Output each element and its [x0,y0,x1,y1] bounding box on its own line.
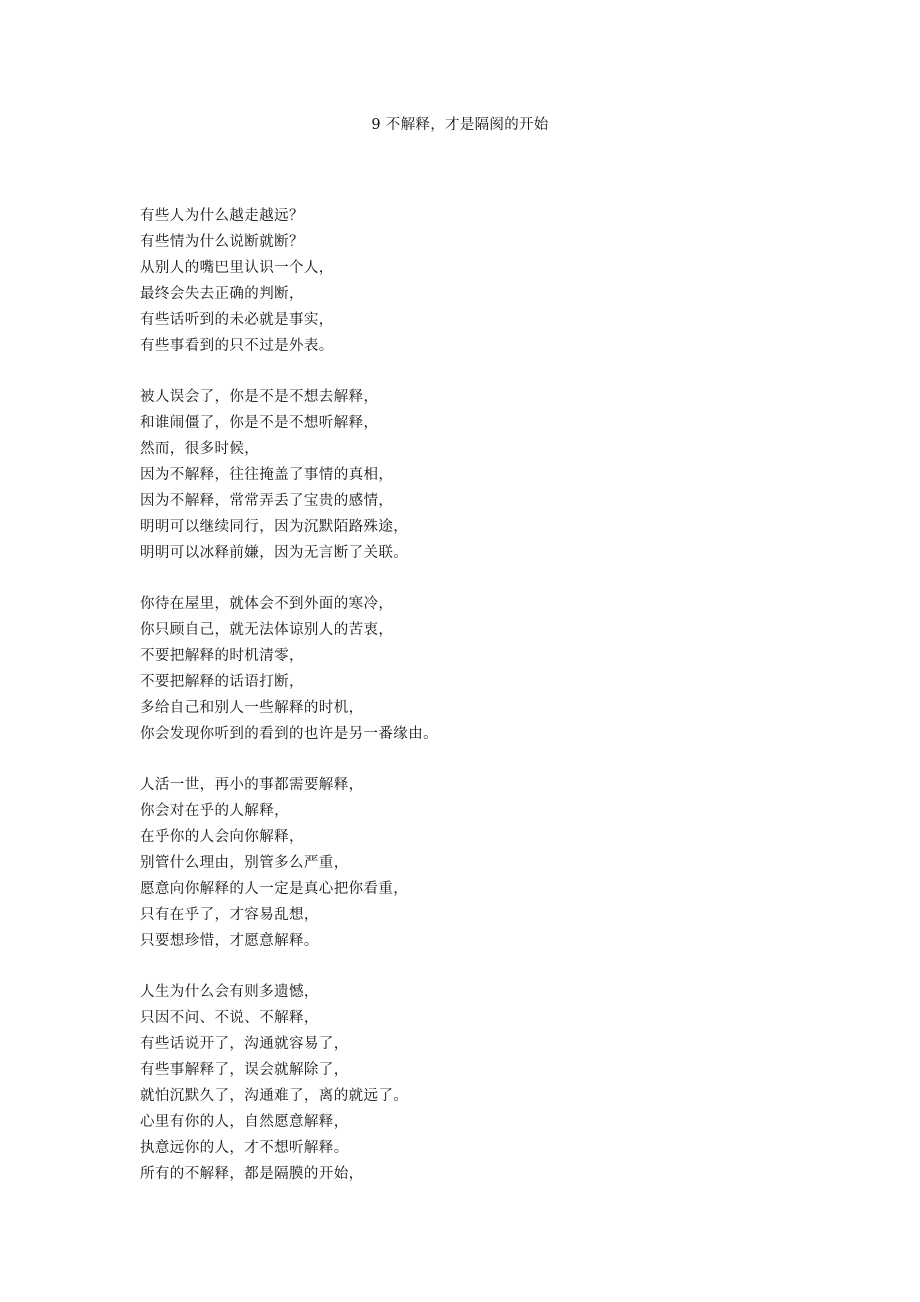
text-line: 从别人的嘴巴里认识一个人， [140,260,334,276]
text-line: 有些事看到的只不过是外表。 [140,338,334,354]
stanza [140,591,840,747]
text-line: 你只顾自己，就无法体谅别人的苦衷， [140,622,394,638]
text-line: 只要想珍惜，才愿意解释。 [140,933,319,949]
text-line: 就怕沉默久了，沟通难了，离的就远了。 [140,1088,409,1104]
stanza [140,772,840,954]
text-line: 执意远你的人，才不想听解释。 [140,1140,349,1156]
text-line: 你会发现你听到的看到的也许是另一番缘由。 [140,726,438,742]
text-line: 多给自己和别人一些解释的时机， [140,700,364,716]
text-line: 人生为什么会有则多遗憾， [140,984,319,1000]
text-line: 被人误会了，你是不是不想去解释， [140,389,379,405]
text-line: 有些话说开了，沟通就容易了， [140,1036,349,1052]
text-line: 只因不问、不说、不解释， [140,1010,319,1026]
text-line: 不要把解释的时机清零， [140,648,304,664]
stanza [140,979,840,1187]
text-line: 在乎你的人会向你解释， [140,829,304,845]
text-line: 人活一世，再小的事都需要解释， [140,777,364,793]
text-line: 别管什么理由，别管多么严重， [140,855,349,871]
text-line: 最终会失去正确的判断， [140,286,304,302]
stanza [140,384,840,566]
text-line: 因为不解释，常常弄丢了宝贵的感情， [140,493,394,509]
text-line: 愿意向你解释的人一定是真心把你看重， [140,881,409,897]
text-line: 有些事解释了，误会就解除了， [140,1062,349,1078]
text-line: 然而，很多时候， [140,441,260,457]
text-line: 心里有你的人，自然愿意解释， [140,1114,349,1130]
text-line: 和谁闹僵了，你是不是不想听解释， [140,415,379,431]
text-line: 因为不解释，往往掩盖了事情的真相， [140,467,394,483]
stanza [140,203,840,359]
text-line: 你待在屋里，就体会不到外面的寒冷， [140,596,394,612]
text-line: 明明可以继续同行，因为沉默陌路殊途， [140,519,409,535]
text-line: 不要把解释的话语打断， [140,674,304,690]
text-line: 只有在乎了，才容易乱想， [140,907,319,923]
text-line: 你会对在乎的人解释， [140,803,289,819]
text-line: 有些话听到的未必就是事实， [140,312,334,328]
text-line: 有些情为什么说断就断？ [140,234,304,250]
text-line: 有些人为什么越走越远？ [140,208,304,224]
text-line: 所有的不解释，都是隔膜的开始， [140,1166,364,1182]
poem-body [140,203,840,1212]
text-line: 明明可以冰释前嫌，因为无言断了关联。 [140,545,409,561]
page-title: 9 不解释，才是隔阂的开始 [371,117,549,133]
